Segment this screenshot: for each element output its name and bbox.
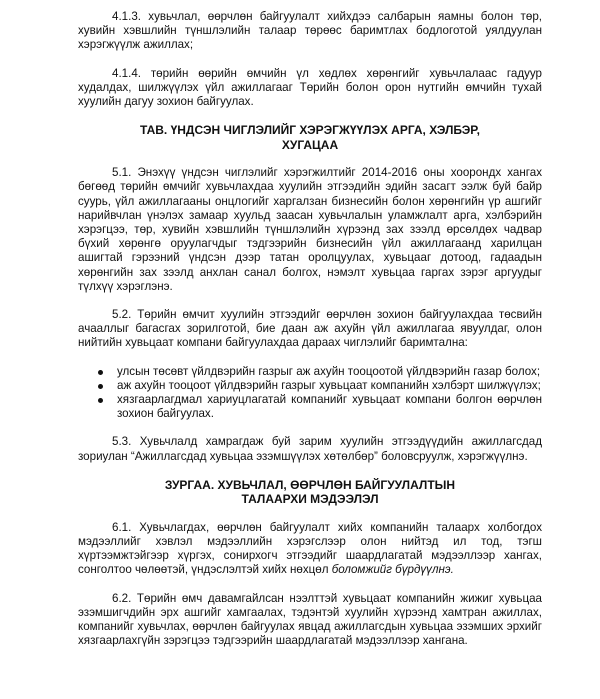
list-item (98, 365, 542, 379)
paragraph-5-3: 5.3. Хувьчлалд хамрагдаж буй зарим хуулийн этгээдүүдийн ажиллагсдад зориулан “Ажиллагсдад хувьцаа эзэмшүүлэх хөтөлбөр” боловсруулж, хэрэгжүүлнэ. (78, 435, 542, 463)
bullet-icon (98, 398, 103, 403)
document-page (0, 10, 600, 699)
section-6-heading-line2: ТАЛААРХИ МЭДЭЭЛЭЛ (241, 492, 379, 507)
paragraph-4-1-3: 4.1.3. хувьчлал, өөрчлөн байгуулалт хийхдээ салбарын яамны болон төр, хувийн хэвшлийн түншлэлийн талаар төрөөс баримтлах бодлоготой уялдуулан хэрэгжүүлж ажиллах; (78, 10, 542, 52)
bullet-icon (98, 370, 103, 375)
paragraph-4-1-4: 4.1.4. төрийн өөрийн өмчийн үл хөдлөх хөрөнгийг хувьчлалаас гадуур худалдах, шилжүүлэх үйл ажиллагааг Төрийн болон орон нутгийн өмчийн тухай хуулийн дагуу зохион байгуулах. (78, 66, 542, 109)
bullet-icon (98, 384, 103, 389)
paragraph-6-1-italic: боломжийг бүрдүүлнэ. (331, 563, 454, 577)
section-6-heading-line1: ЗУРГАА. ХУВЬЧЛАЛ, ӨӨРЧЛӨН БАЙГУУЛАЛТЫН (164, 477, 456, 492)
list-item-text: улсын төсөвт үйлдвэрийн газрыг аж ахуйн тооцоотой үйлдвэрийн газар болох; (117, 364, 541, 378)
section-5-heading-line2: ХУГАЦАА (281, 137, 339, 152)
section-5-heading (78, 123, 542, 152)
paragraph-6-1-text: 6.1. Хувьчлагдах, өөрчлөн байгуулалт хийх компанийн талаарх холбогдох мэдээллийг хэвлэл мэдээллийн хэрэгслээр олон нийтэд ил тод, тэгш хүртээмжтэйгээр хүргэх, сонирхогч этгээдийг шаардлагатай мэдээллээр хангах, сонголтоо чөлөөтэй, үндэслэлтэй хийх нөхцөл (78, 520, 542, 577)
paragraph-5-2: 5.2. Төрийн өмчит хуулийн этгээдийг өөрчлөн зохион байгуулахдаа төсвийн ачааллыг багасгах зорилготой, бие даан аж ахуйн үйл ажиллагаа явуулдаг, олон нийтийн хувьцаат компани байгуулахдаа дараах чиглэлийг баримтална: (78, 308, 542, 350)
section-6-heading (78, 478, 542, 507)
paragraph-6-2: 6.2. Төрийн өмч давамгайлсан нээлттэй хувьцаат компанийн жижиг хувьцаа эзэмшигчдийн эрх ашгийг хамгаалах, тэдэнтэй хуулийн хүрээнд хамтран ажиллах, компанийг хувьчлах, өөрчлөн байгуулах явцад ажиллагсдын хувьцаа эзэмших эрхийг хязгаарлахгүйн зэрэгцээ тэдгээрийн шаардлагатай мэдээллээр хангана. (78, 591, 542, 648)
list-item-text: аж ахуйн тооцоот үйлдвэрийн газрыг хувьцаат компанийн хэлбэрт шилжүүлэх; (117, 378, 541, 392)
bullet-list (78, 365, 542, 422)
section-5-heading-line1: ТАВ. ҮНДСЭН ЧИГЛЭЛИЙГ ХЭРЭГЖҮҮЛЭХ АРГА, ХЭЛБЭР, (140, 123, 480, 138)
list-item (98, 393, 542, 421)
list-item (98, 379, 542, 393)
list-item-text: хязгаарлагдмал хариуцлагатай компанийг хувьцаат компани болгон өөрчлөн зохион байгуулах. (117, 393, 542, 421)
paragraph-6-1 (78, 521, 542, 578)
paragraph-5-1: 5.1. Энэхүү үндсэн чиглэлийг хэрэгжилтийг 2014-2016 оны хоорондх хангах бөгөөд төрийн өмчийг хувьчлахдаа хуулийн этгээдийн эдийн засагт ээлж буй байр суурь, үйл ажиллагааны онцлогийг харгалзан бизнесийн болон хөрөнгийн үр ашгийг нарийвчлан үнэлэх замаар хуульд заасан хувьчлалын уламжлалт арга, хэлбэрийн хэрэгцээ, төр, хувийн хэвшлийн түншлэлийн хүрээнд зах зээлд өрсөлдөх чадвар бүхий хөрөнгө оруулагчдыг тэдгээрийн бизнесийн үйл ажиллагаанд харилцан ашигтай гэрээний үндсэн дээр татан оролцуулах, хувьцааг дотоод, гадаадын хөрөнгийн зах зээлд анхлан санал болгох, нэмэлт хувьцаа гаргах зэрэг аргуудыг түлхүү хэрэглэнэ. (78, 166, 542, 293)
